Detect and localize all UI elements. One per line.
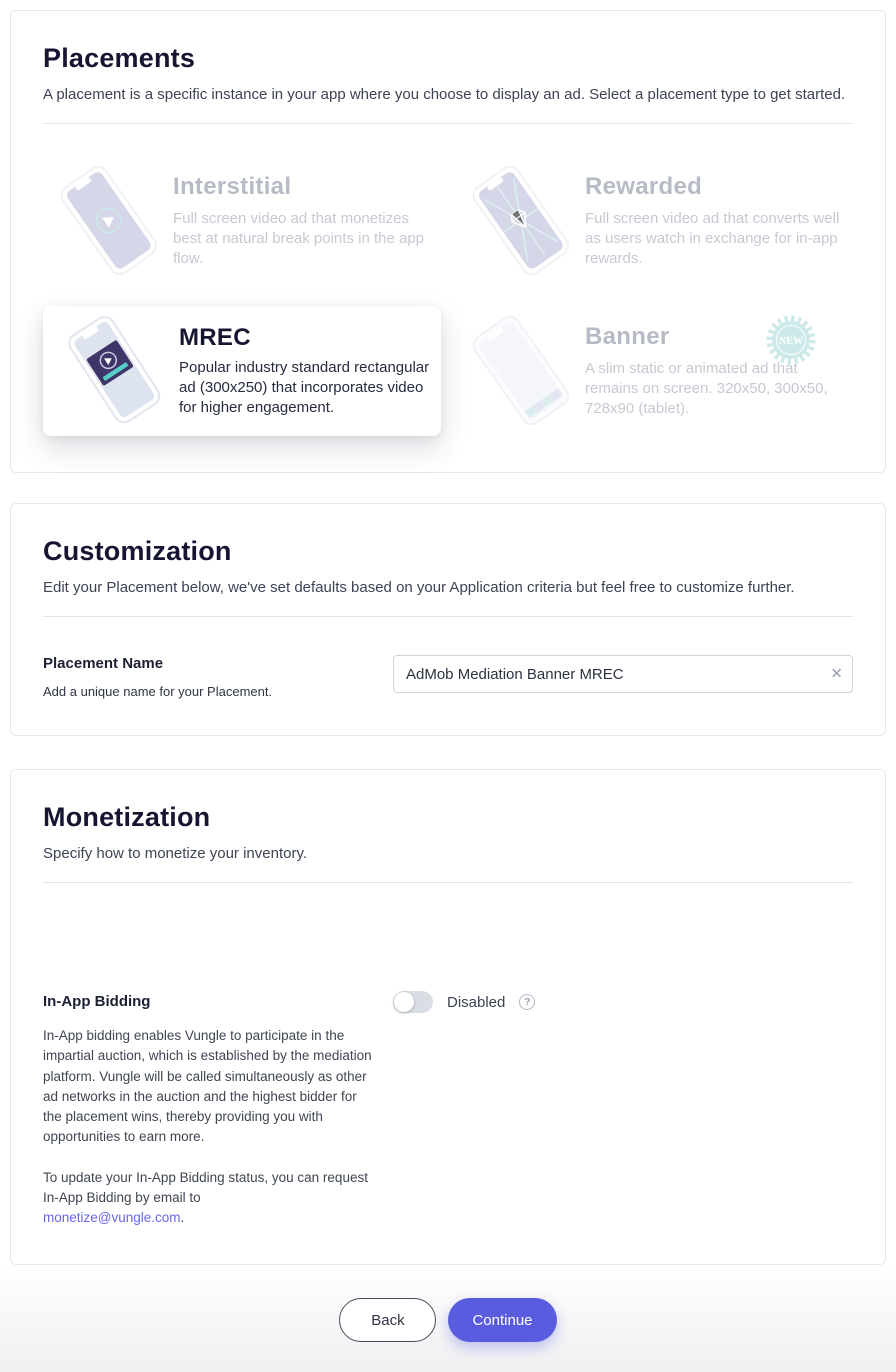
update-note-text: To update your In-App Bidding status, you can request In-App Bidding by email to bbox=[43, 1169, 368, 1205]
placements-title: Placements bbox=[43, 43, 196, 73]
rewarded-phone-icon bbox=[455, 163, 585, 279]
placement-title-banner: Banner bbox=[585, 322, 670, 350]
monetization-card bbox=[10, 769, 886, 1265]
placement-desc-banner: A slim static or animated ad that remains on screen. 320x50, 300x50, 728x90 (tablet). bbox=[585, 359, 828, 418]
placements-card bbox=[10, 10, 886, 473]
placement-option-banner[interactable] bbox=[455, 306, 853, 436]
customization-subtitle: Edit your Placement below, we've set defaults based on your Application criteria but feel free to customize further. bbox=[43, 579, 795, 596]
placement-option-mrec[interactable] bbox=[43, 306, 441, 436]
placement-desc-rewarded: Full screen video ad that converts well as users watch in exchange for in-app rewards. bbox=[585, 209, 840, 268]
placement-option-rewarded[interactable] bbox=[455, 162, 853, 280]
placements-subtitle: A placement is a specific instance in your app where you choose to display an ad. Select a placement type to get started. bbox=[43, 86, 846, 103]
interstitial-phone-icon bbox=[43, 163, 173, 279]
placement-title-rewarded: Rewarded bbox=[585, 172, 703, 200]
new-badge-label: NEW bbox=[779, 336, 803, 347]
divider bbox=[43, 616, 853, 617]
placement-name-input[interactable] bbox=[393, 655, 853, 693]
placement-desc-mrec: Popular industry standard rectangular ad (300x250) that incorporates video for higher engagement. bbox=[179, 358, 430, 417]
placement-title-mrec: MREC bbox=[179, 323, 251, 351]
update-note-suffix: . bbox=[180, 1210, 185, 1225]
new-badge bbox=[765, 314, 817, 366]
in-app-bidding-label: In-App Bidding bbox=[43, 993, 151, 1010]
placement-name-helper: Add a unique name for your Placement. bbox=[43, 684, 273, 699]
placement-title-interstitial: Interstitial bbox=[173, 172, 292, 200]
placement-option-interstitial[interactable] bbox=[43, 162, 441, 280]
toggle-knob bbox=[394, 992, 414, 1012]
customization-title: Customization bbox=[43, 536, 232, 566]
monetization-subtitle: Specify how to monetize your inventory. bbox=[43, 845, 308, 862]
placement-desc-interstitial: Full screen video ad that monetizes best at natural break points in the app flow. bbox=[173, 209, 425, 268]
in-app-bidding-update-note bbox=[43, 1168, 377, 1229]
in-app-bidding-status: Disabled bbox=[447, 993, 506, 1011]
customization-card bbox=[10, 503, 886, 736]
continue-button[interactable]: Continue bbox=[448, 1298, 556, 1342]
in-app-bidding-toggle[interactable] bbox=[393, 991, 433, 1013]
placement-type-grid bbox=[43, 162, 853, 436]
back-button[interactable]: Back bbox=[339, 1298, 436, 1342]
divider bbox=[43, 882, 853, 883]
placement-name-label: Placement Name bbox=[43, 655, 164, 672]
in-app-bidding-description: In-App bidding enables Vungle to participate in the impartial auction, which is established by the mediation platform. Vungle will be called simultaneously as other ad networks in the auction and the highest bidder for the placement wins, thereby providing you with opportunities to earn more. bbox=[43, 1028, 372, 1145]
divider bbox=[43, 123, 853, 124]
help-icon[interactable]: ? bbox=[519, 994, 535, 1010]
placement-name-row bbox=[43, 655, 853, 699]
monetization-title: Monetization bbox=[43, 802, 211, 832]
in-app-bidding-row bbox=[43, 993, 853, 1228]
clear-input-icon[interactable]: ✕ bbox=[830, 665, 843, 683]
footer-actions bbox=[0, 1298, 896, 1372]
monetize-email-link[interactable]: monetize@vungle.com bbox=[43, 1210, 181, 1225]
banner-phone-icon bbox=[455, 313, 585, 429]
mrec-phone-icon bbox=[49, 316, 179, 426]
